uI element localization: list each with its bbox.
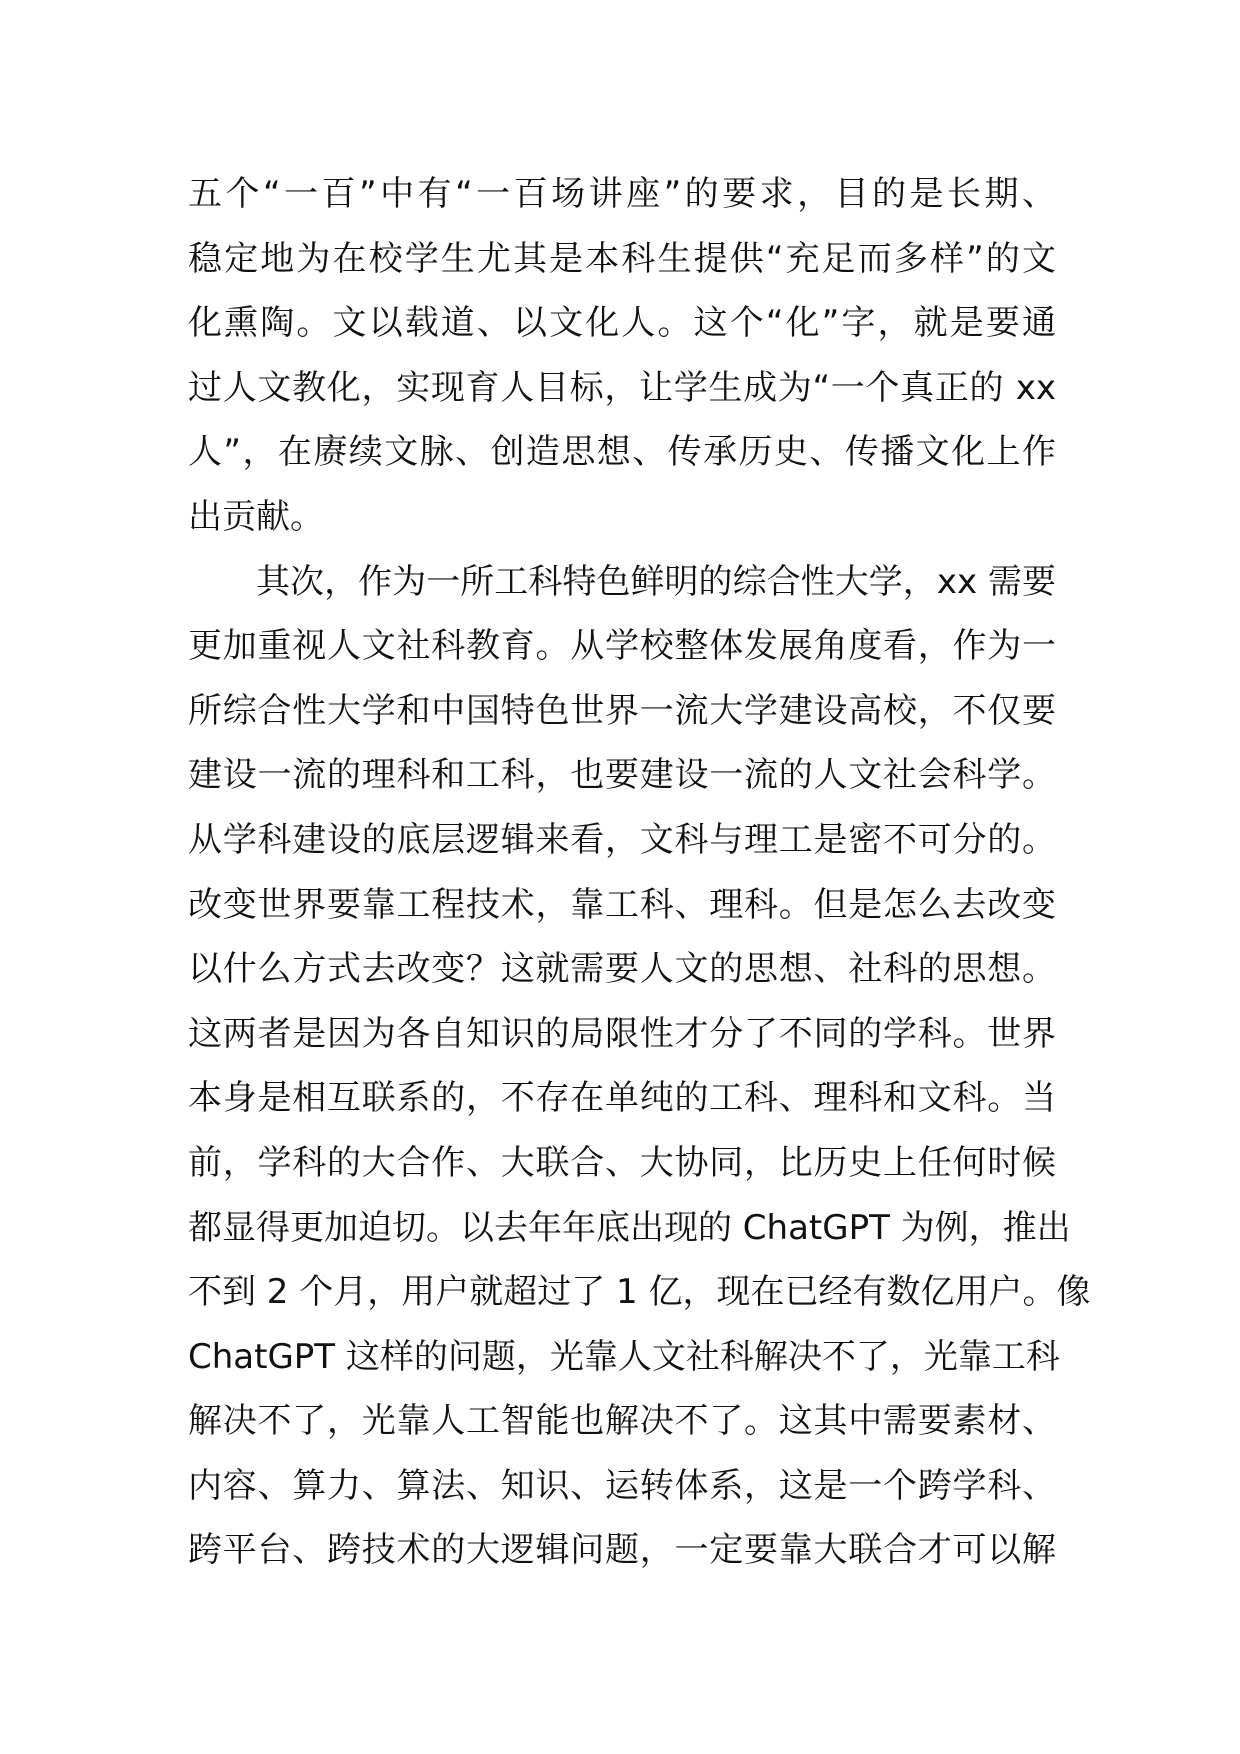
text-line: ChatGPT 这样的问题，光靠人文社科解决不了，光靠工科 [188, 1336, 1060, 1377]
text-line: 五个“一百”中有“一百场讲座”的要求，目的是长期、 [188, 174, 1056, 214]
text-line: 改变世界要靠工程技术，靠工科、理科。但是怎么去改变 [188, 884, 1056, 925]
text-line: 解决不了，光靠人工智能也解决不了。这其中需要素材、 [188, 1401, 1056, 1442]
text-line: 这两者是因为各自知识的局限性才分了不同的学科。世界 [188, 1013, 1056, 1054]
text-line: 人”，在赓续文脉、创造思想、传承历史、传播文化上作 [188, 432, 1056, 473]
text-line: 建设一流的理科和工科，也要建设一流的人文社会科学。 [188, 755, 1056, 796]
text-line: 都显得更加迫切。以去年年底出现的 ChatGPT 为例，推出 [188, 1207, 1071, 1248]
text-line: 更加重视人文社科教育。从学校整体发展角度看，作为一 [188, 626, 1056, 667]
text-line: 不到 2 个月，用户就超过了 1 亿，现在已经有数亿用户。像 [188, 1272, 1091, 1313]
text-line: 以什么方式去改变？这就需要人文的思想、社科的思想。 [188, 949, 1056, 990]
text-line: 跨平台、跨技术的大逻辑问题，一定要靠大联合才可以解 [188, 1530, 1056, 1571]
text-line: 过人文教化，实现育人目标，让学生成为“一个真正的 xx [188, 367, 1056, 408]
text-line: 从学科建设的底层逻辑来看，文科与理工是密不可分的。 [188, 819, 1056, 860]
body-text [188, 162, 1091, 1583]
text-line: 稳定地为在校学生尤其是本科生提供“充足而多样”的文 [188, 238, 1056, 279]
text-line: 本身是相互联系的，不存在单纯的工科、理科和文科。当 [188, 1078, 1056, 1119]
text-line: 化熏陶。文以载道、以文化人。这个“化”字，就是要通 [188, 303, 1056, 344]
text-line: 所综合性大学和中国特色世界一流大学建设高校，不仅要 [188, 690, 1056, 731]
paragraph-first-line: 其次，作为一所工科特色鲜明的综合性大学，xx 需要 [256, 561, 1056, 602]
text-line: 内容、算力、算法、知识、运转体系，这是一个跨学科、 [188, 1465, 1056, 1506]
text-line: 前，学科的大合作、大联合、大协同，比历史上任何时候 [188, 1142, 1056, 1183]
text-line: 出贡献。 [188, 496, 324, 537]
